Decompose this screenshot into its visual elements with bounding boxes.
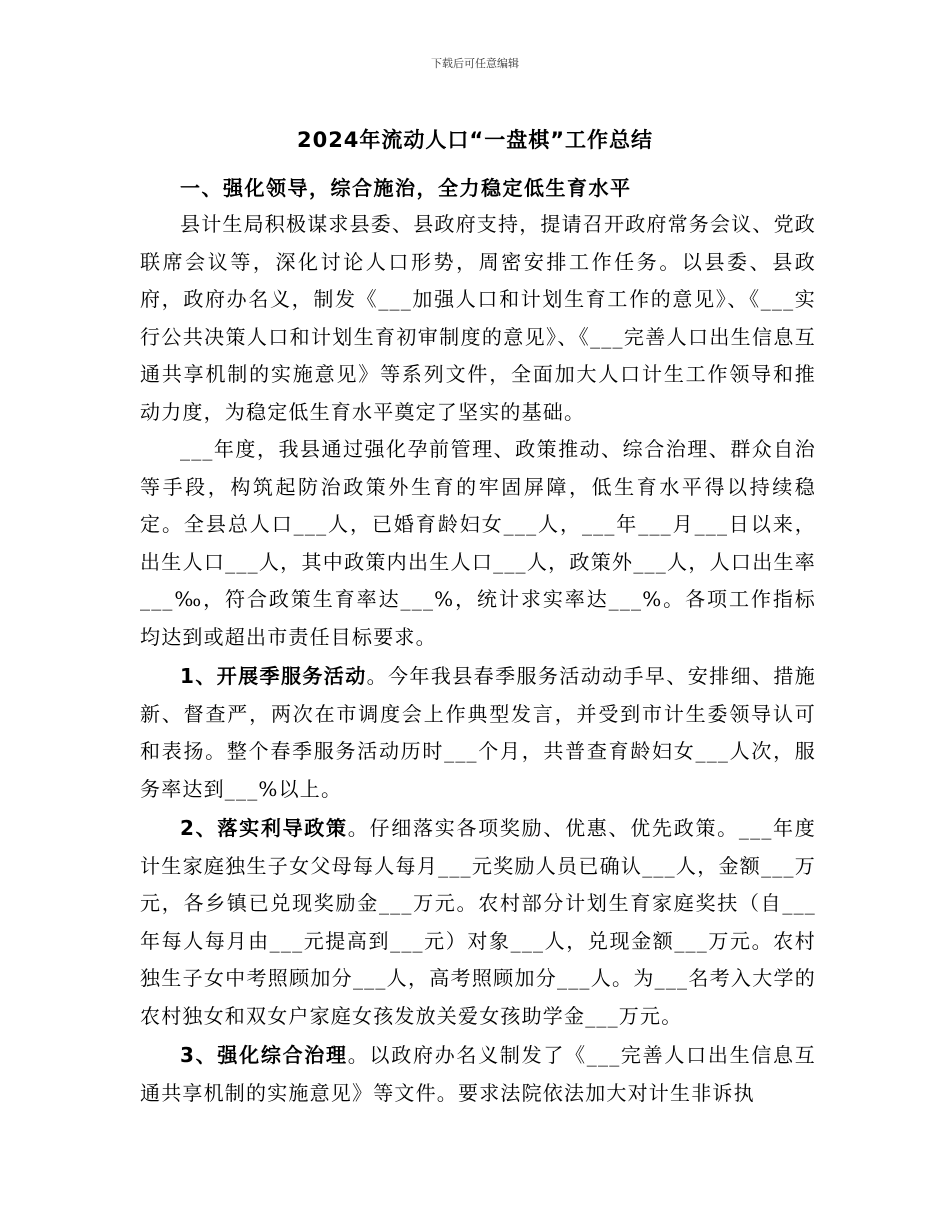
item-2-text: 。仔细落实各项奖励、优惠、优先政策。___年度计生家庭独生子女父母每人每月___元奖励人员已确认___人，金额___万元，各乡镇已兑现奖励金___万元。农村部分计划生育家庭奖扶（自___年每人每月由___元提高到___元）对象___人，兑现金额___万元。农村独生子女中考照顾加分___人，高考照顾加分___人。为___名考入大学的农村独女和双女户家庭女孩发放关爱女孩助学金___万元。 [140,816,816,1028]
paragraph-1: 县计生局积极谋求县委、县政府支持，提请召开政府常务会议、党政联席会议等，深化讨论人口形势，周密安排工作任务。以县委、县政府，政府办名义，制发《___加强人口和计划生育工作的意见》、《___实行公共决策人口和计划生育初审制度的意见》、《___完善人口出生信息互通共享机制的实施意见》等系列文件，全面加大人口计生工作领导和推动力度，为稳定低生育水平奠定了坚实的基础。 [140,212,816,424]
item-1-lead: 1、开展季服务活动 [180,664,367,688]
section-heading: 一、强化领导，综合施治，全力稳定低生育水平 [180,176,632,200]
header-note: 下载后可任意编辑 [431,57,519,70]
item-2-lead: 2、落实利导政策 [180,816,348,840]
document-body [140,170,816,1112]
item-2-paragraph [140,810,816,1035]
item-3-lead: 3、强化综合治理 [180,1043,348,1067]
item-3-text: 。以政府办名义制发了《___完善人口出生信息互通共享机制的实施意见》等文件。要求法院依法加大对计生非诉执 [140,1043,816,1105]
document-title: 2024年流动人口“一盘棋”工作总结 [296,128,654,152]
item-1-text: 。今年我县春季服务活动动手早、安排细、措施新、督查严，两次在市调度会上作典型发言，并受到市计生委领导认可和表扬。整个春季服务活动历时___个月，共普查育龄妇女___人次，服务率达到___%以上。 [140,664,817,801]
item-1-paragraph [140,658,816,808]
paragraph-2: ___年度，我县通过强化孕前管理、政策推动、综合治理、群众自治等手段，构筑起防治政策外生育的牢固屏障，低生育水平得以持续稳定。全县总人口___人，已婚育龄妇女___人，___年___月___日以来，出生人口___人，其中政策内出生人口___人，政策外___人，人口出生率___‰，符合政策生育率达___%，统计求实率达___%。各项工作指标均达到或超出市责任目标要求。 [140,437,816,649]
item-3-paragraph [140,1037,816,1112]
